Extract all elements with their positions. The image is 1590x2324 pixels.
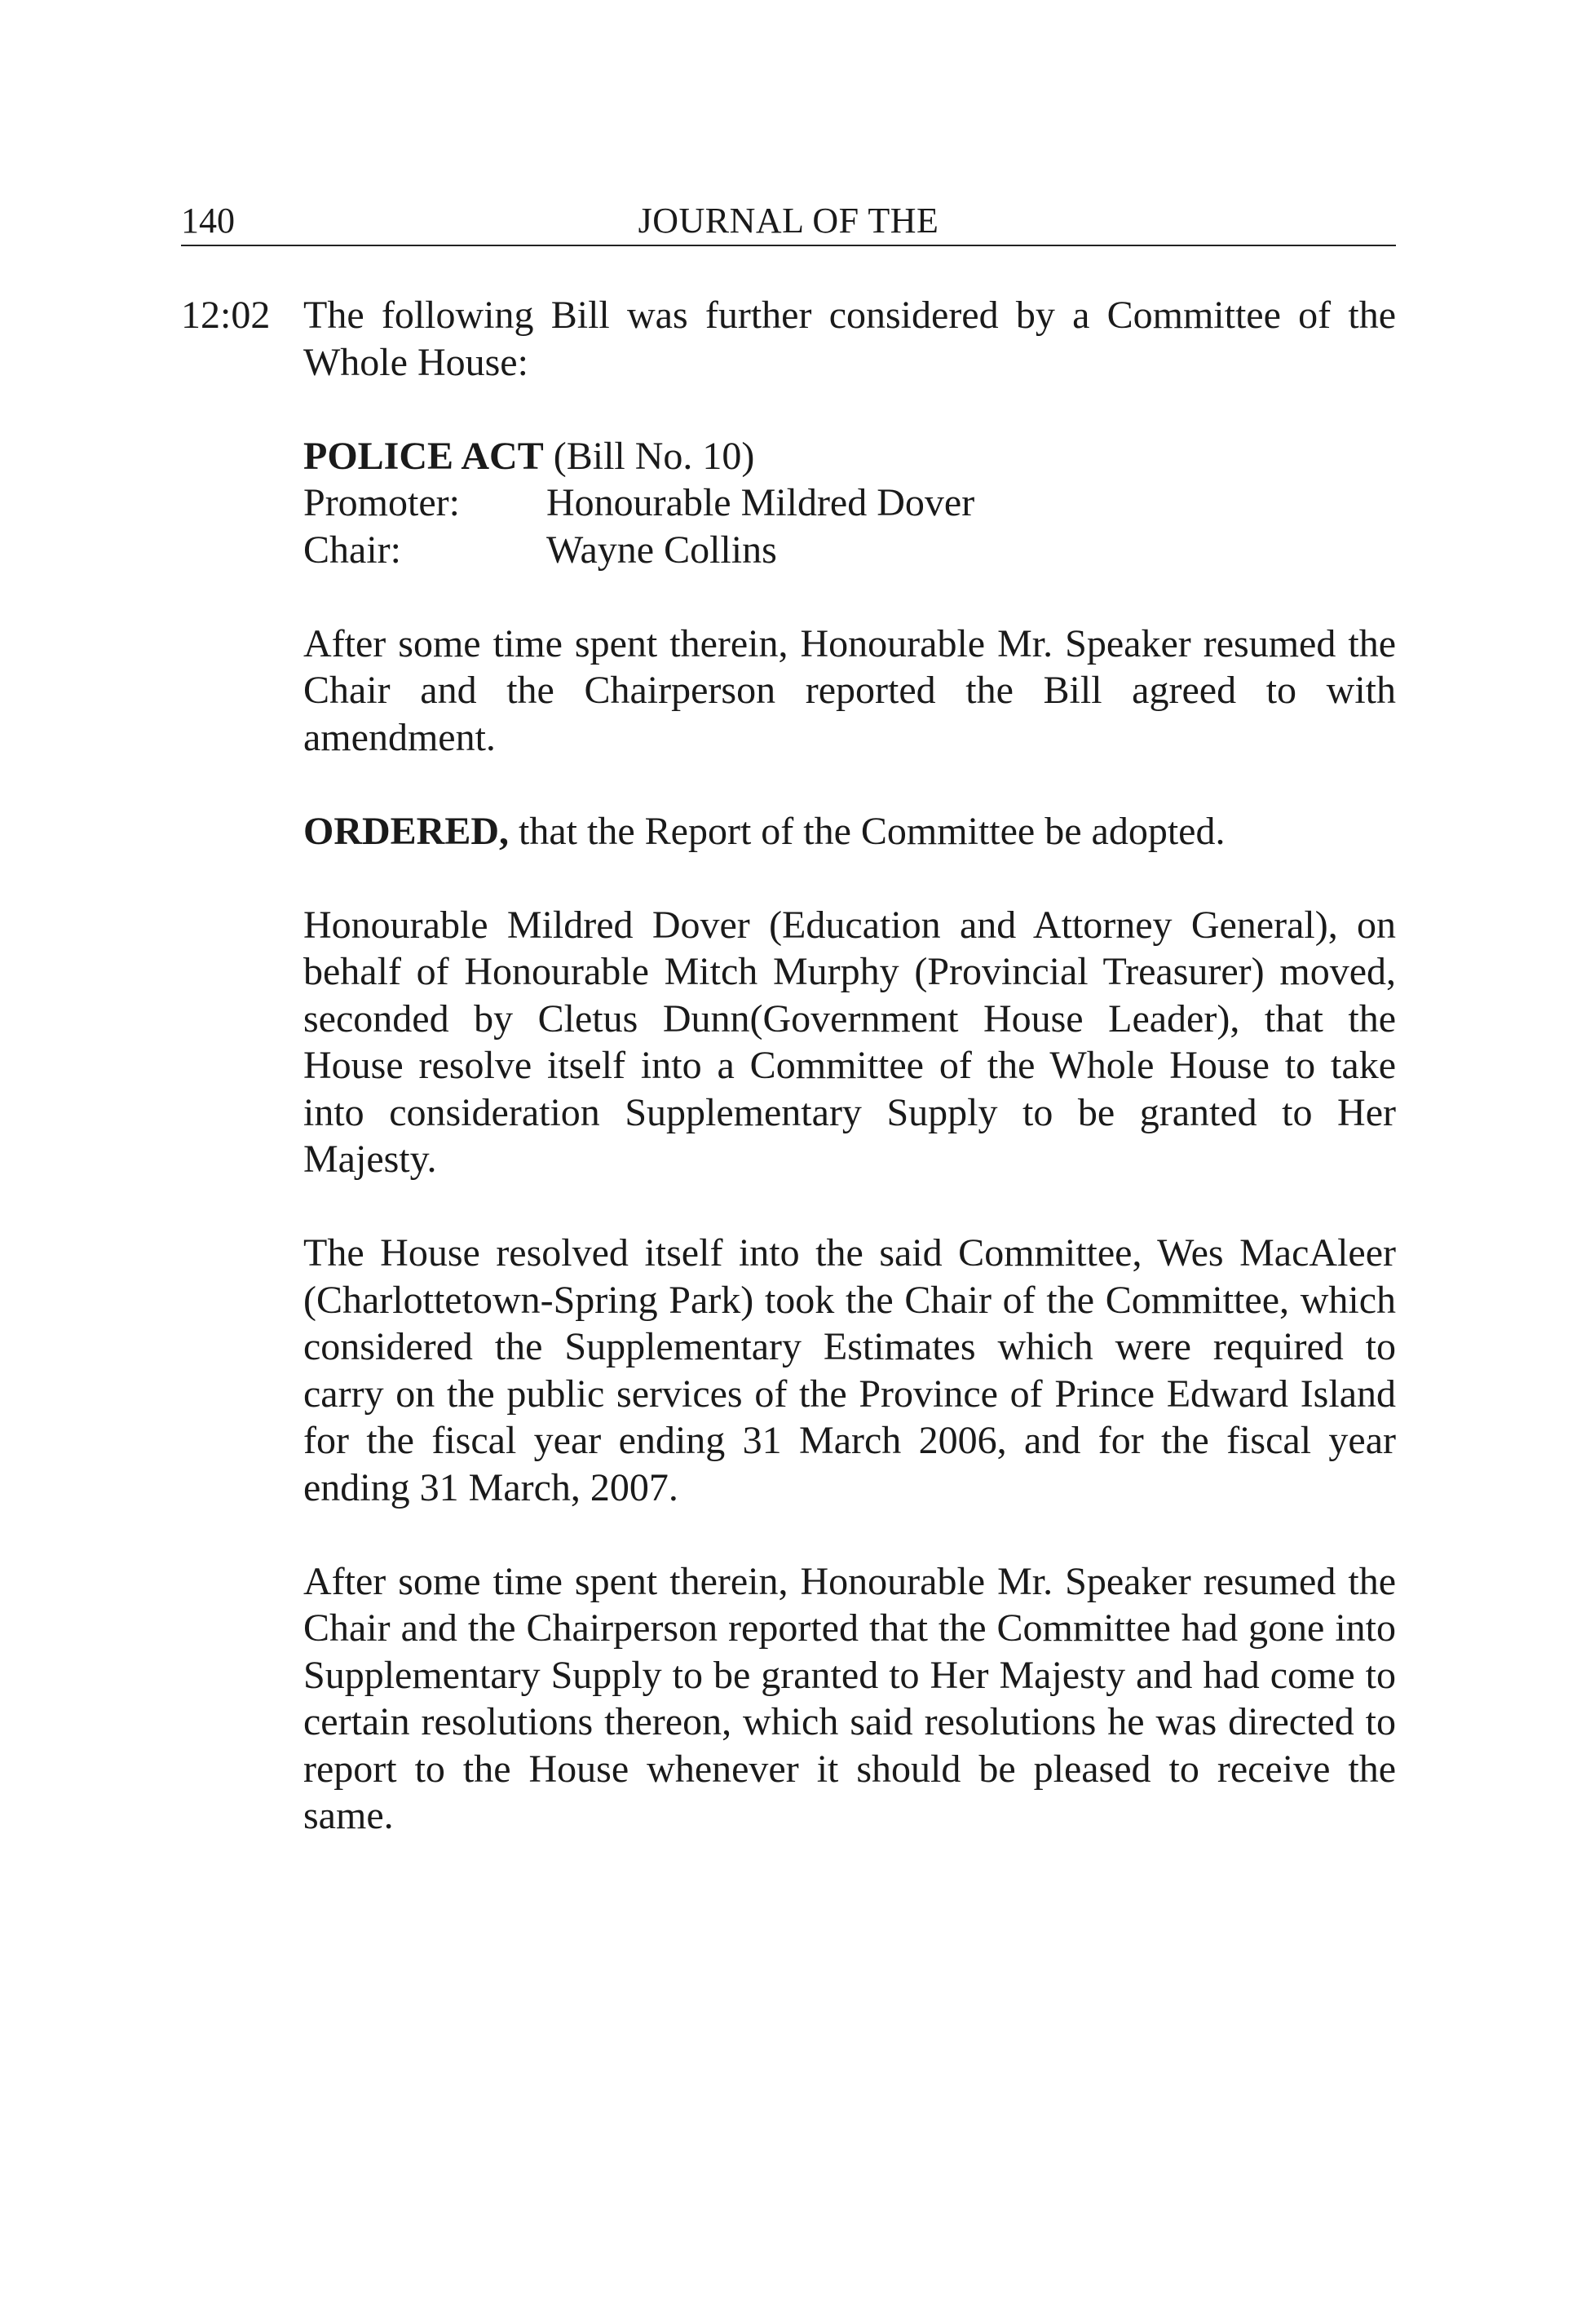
resume-paragraph-1: After some time spent therein, Honourable Mr. Speaker resumed the Chair and the Chairperson reported the Bill agreed to with amendment.	[303, 621, 1396, 759]
chair-label: Chair:	[303, 528, 401, 572]
intro-paragraph: The following Bill was further considered by a Committee of the Whole House:	[303, 294, 1396, 384]
entry-body	[303, 292, 1396, 1840]
promoter-label: Promoter:	[303, 481, 460, 524]
ordered-label: ORDERED,	[303, 809, 510, 853]
ordered-text: that the Report of the Committee be adopted.	[519, 809, 1226, 853]
promoter-name: Honourable Mildred Dover	[546, 481, 975, 524]
entry-time: 12:02	[181, 294, 271, 337]
resume-paragraph-2: After some time spent therein, Honourable Mr. Speaker resumed the Chair and the Chairperson reported that the Committee had gone into Supplementary Supply to be granted to Her Majesty and had come to certain resolutions thereon, which said resolutions he was directed to report to the House whenever it should be pleased to receive the same.	[303, 1559, 1396, 1837]
promoter-row	[303, 479, 1396, 527]
bill-heading	[303, 433, 1396, 480]
bill-block	[303, 433, 1396, 574]
bill-number: (Bill No. 10)	[553, 434, 755, 478]
ordered-paragraph	[303, 808, 1396, 855]
motion-paragraph: Honourable Mildred Dover (Education and Attorney General), on behalf of Honourable Mitch Murphy (Provincial Treasurer) moved, seconded by Cletus Dunn(Government House Leader), that the House resolve itself into a Committee of the Whole House to take into consideration Supplementary Supply to be granted to Her Majesty.	[303, 903, 1396, 1181]
running-head	[181, 197, 1396, 246]
committee-paragraph: The House resolved itself into the said Committee, Wes MacAleer (Charlottetown-Spring Park) took the Chair of the Committee, which considered the Supplementary Estimates which were required to carry on the public services of the Province of Prince Edward Island for the fiscal year ending 31 March 2006, and for the fiscal year ending 31 March, 2007.	[303, 1231, 1396, 1509]
bill-title: POLICE ACT	[303, 434, 544, 478]
journal-title: JOURNAL OF THE	[638, 201, 939, 241]
chair-row	[303, 527, 1396, 574]
chair-name: Wayne Collins	[546, 528, 777, 572]
page-number: 140	[181, 201, 235, 241]
